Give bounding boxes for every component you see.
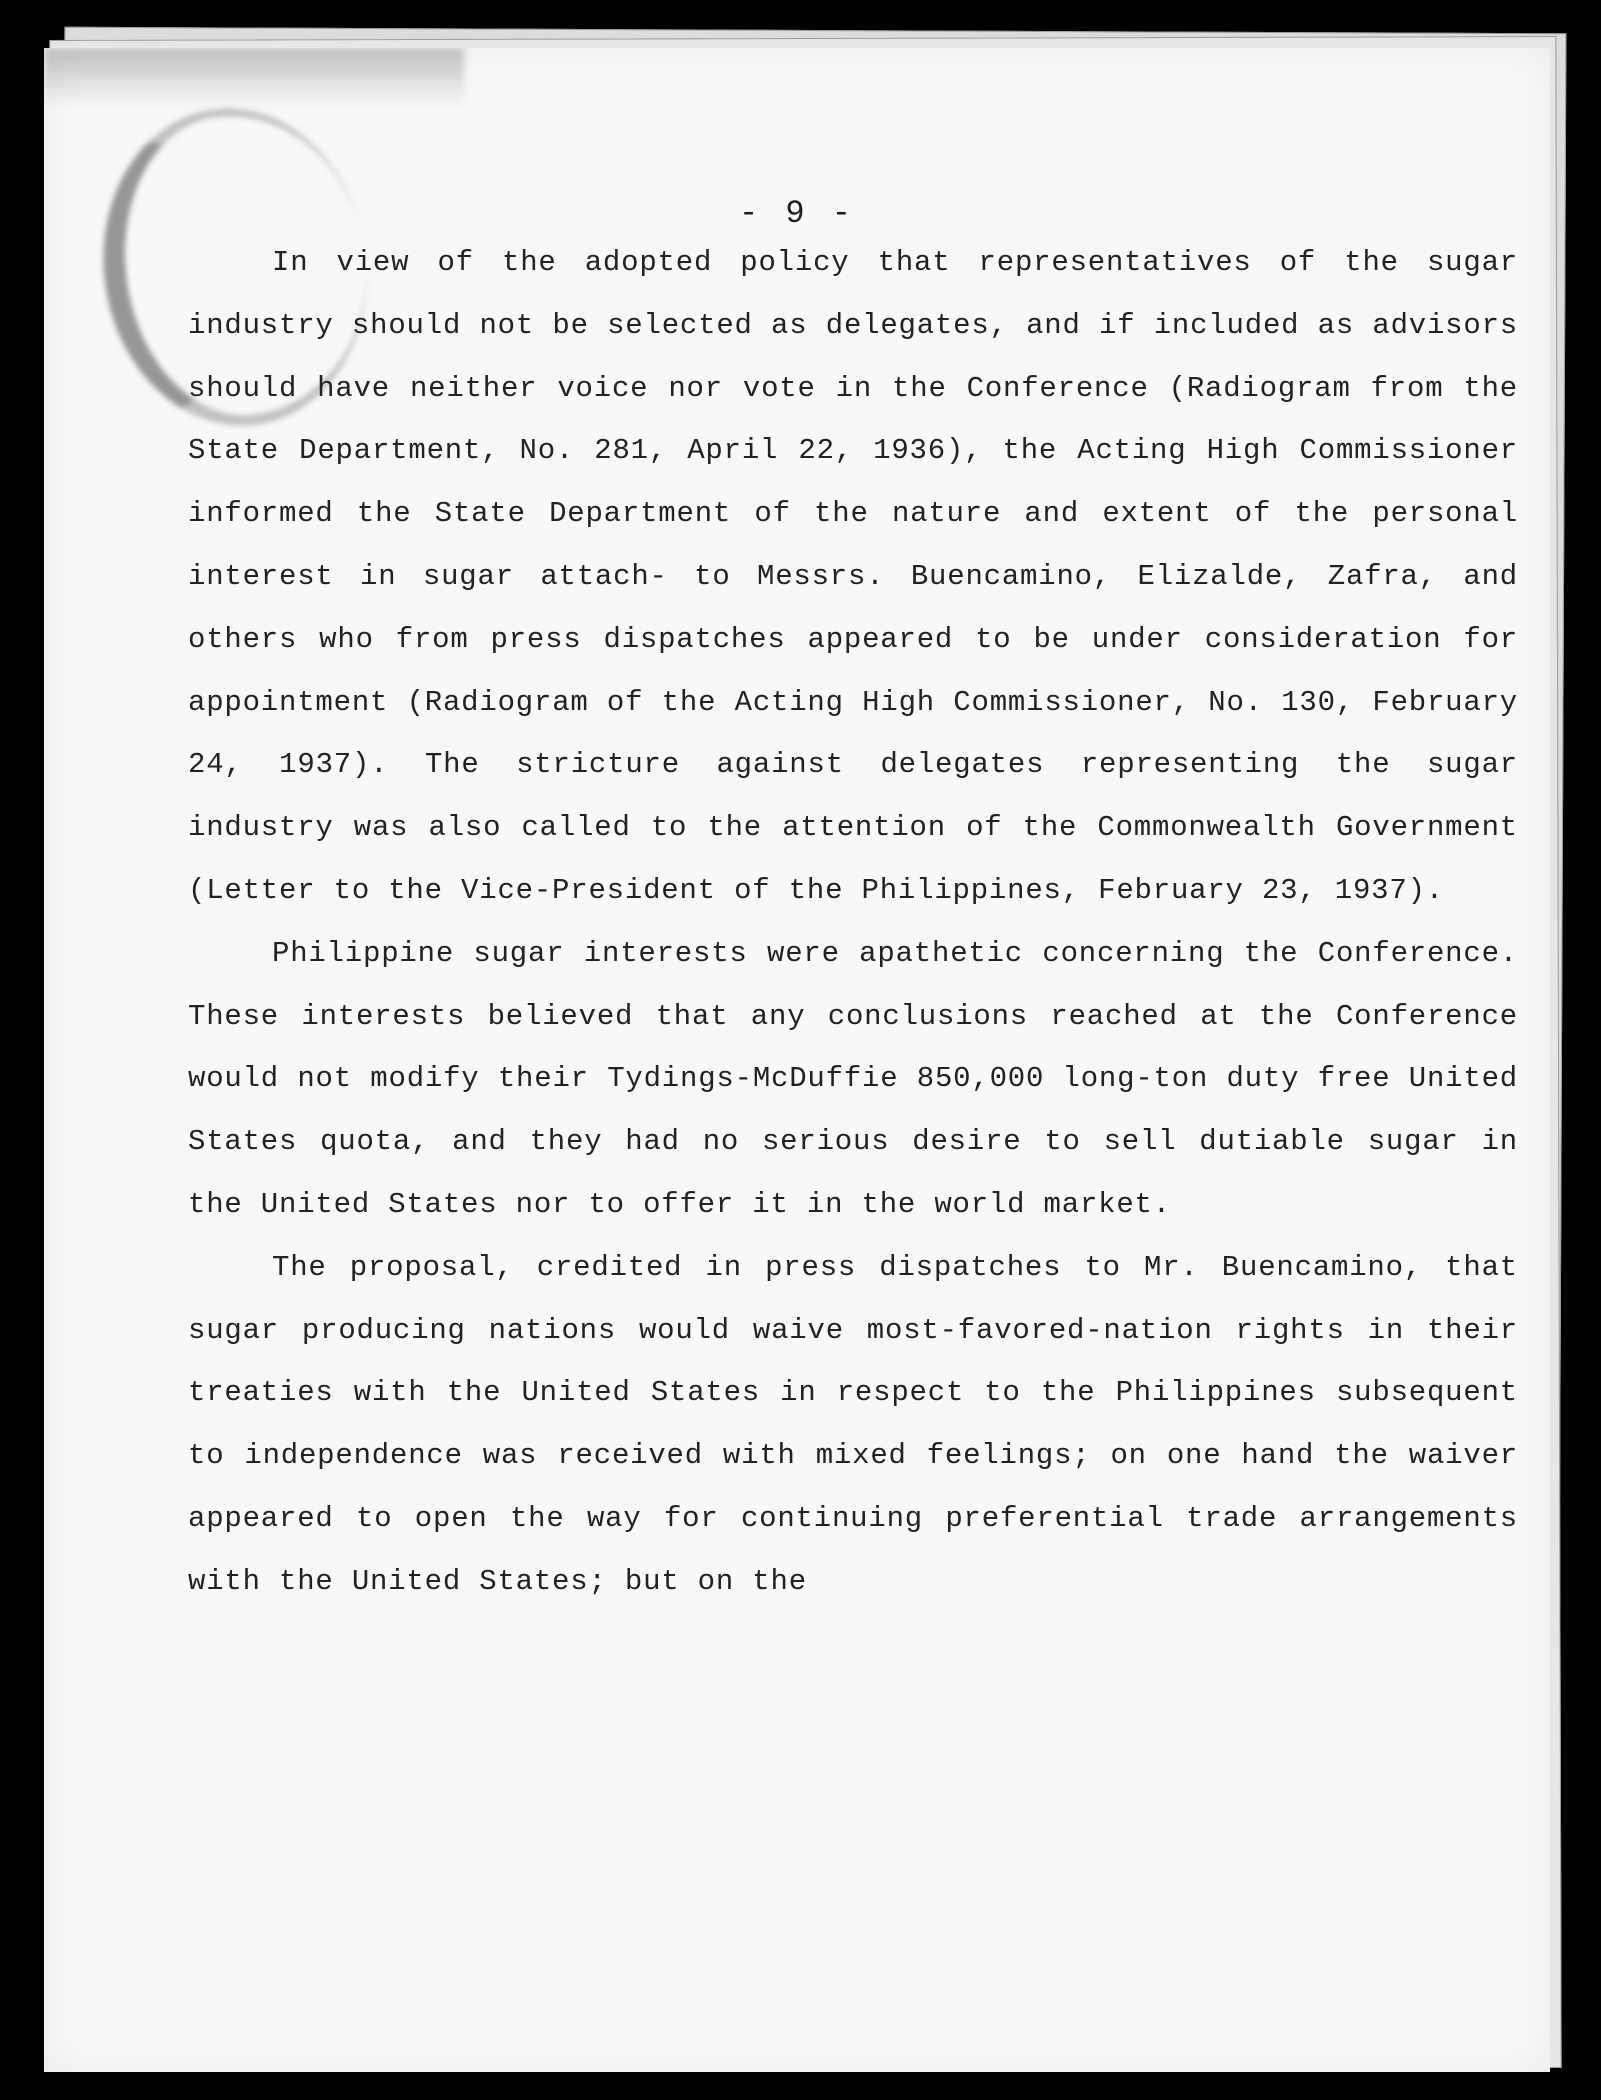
body-text <box>188 232 1518 1614</box>
paragraph: The proposal, credited in press dispatches to Mr. Buencamino, that sugar producing nations would waive most-favored-nation rights in their treaties with the United States in respect to the Philippines subsequent to independence was received with mixed feelings; on one hand the waiver appeared to open the way for continuing preferential trade arrangements with the United States; but on the <box>188 1250 1518 1598</box>
paragraph: In view of the adopted policy that representatives of the sugar industry should not be selected as delegates, and if included as advisors should have neither voice nor vote in the Conference (Radiogram from the State Department, No. 281, April 22, 1936), the Acting High Commissioner informed the State Department of the nature and extent of the personal interest in sugar attach- to Messrs. Buencamino, Elizalde, Zafra, and others who from press dispatches appeared to be under consideration for appointment (Radiogram of the Acting High Commissioner, No. 130, February 24, 1937). The stricture against delegates representing the sugar industry was also called to the attention of the Commonwealth Government (Letter to the Vice-President of the Philippines, February 23, 1937). <box>188 246 1518 907</box>
paragraph: Philippine sugar interests were apathetic concerning the Conference. These interests believed that any conclusions reached at the Conference would not modify their Tydings-McDuffie 850,000 long-ton duty free United States quota, and they had no serious desire to sell dutiable sugar in the United States nor to offer it in the world market. <box>188 936 1518 1221</box>
document-page <box>44 48 1550 2072</box>
page-number: - 9 - <box>738 195 855 232</box>
scan-smudge <box>44 48 464 108</box>
